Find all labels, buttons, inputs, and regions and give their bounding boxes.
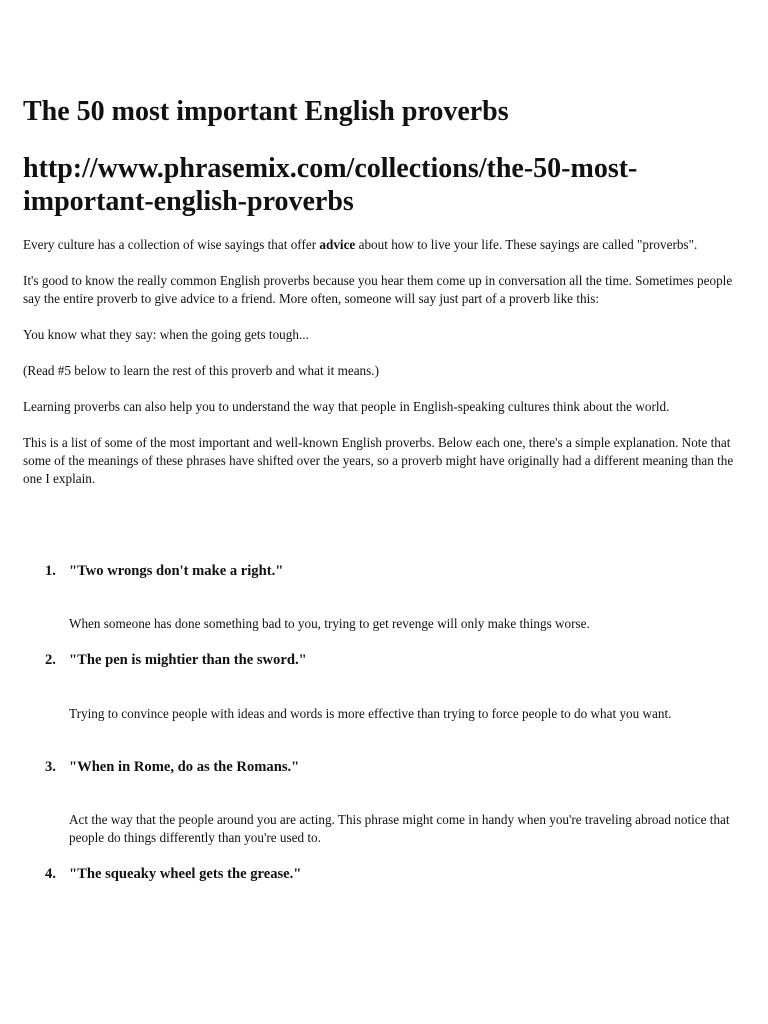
source-url — [23, 152, 723, 218]
intro-paragraph-3: You know what they say: when the going gets tough... — [23, 327, 309, 342]
intro-paragraph-5: Learning proverbs can also help you to understand the way that people in English-speaking cultures think about the world. — [23, 399, 670, 414]
proverb-number: 1. — [45, 563, 56, 579]
intro-p1-bold-word: advice — [319, 237, 356, 252]
proverb-number: 3. — [45, 759, 56, 775]
proverb-number: 2. — [45, 652, 56, 668]
source-url-line-1: http://www.phrasemix.com/collections/the-50-most- — [23, 153, 638, 184]
intro-paragraph-6: This is a list of some of the most important and well-known English proverbs. Below each one, there's a simple explanation. Note that some of the meanings of these phrases have shifted over the years, so a proverb might have originally had a different meaning than the one I explain. — [23, 435, 734, 486]
proverb-number: 4. — [45, 866, 56, 882]
intro-p1-text-start: Every culture has a collection of wise sayings that offer — [23, 237, 320, 252]
article-body — [23, 236, 735, 506]
intro-paragraph-1 — [23, 236, 735, 254]
proverb-explanation: Trying to convince people with ideas and words is more effective than trying to force people to do what you want. — [69, 706, 672, 721]
proverb-explanation: Act the way that the people around you are acting. This phrase might come in handy when you're traveling abroad notice that people do things differently than you're used to. — [69, 812, 730, 845]
intro-paragraph-2: It's good to know the really common English proverbs because you hear them come up in conversation all the time. Sometimes people say the entire proverb to give advice to a friend. More often, someone will say just part of a proverb like this: — [23, 273, 733, 306]
page-title: The 50 most important English proverbs — [23, 96, 509, 127]
intro-paragraph-4: (Read #5 below to learn the rest of this proverb and what it means.) — [23, 363, 379, 378]
proverb-text: "Two wrongs don't make a right." — [69, 563, 284, 579]
proverb-text: "When in Rome, do as the Romans." — [69, 759, 300, 775]
proverb-text: "The squeaky wheel gets the grease." — [69, 866, 302, 882]
proverb-text: "The pen is mightier than the sword." — [69, 652, 307, 668]
intro-p1-text-end: about how to live your life. These sayings are called "proverbs". — [355, 237, 698, 252]
proverb-explanation: When someone has done something bad to you, trying to get revenge will only make things worse. — [69, 616, 590, 631]
source-url-line-2: important-english-proverbs — [23, 186, 354, 217]
